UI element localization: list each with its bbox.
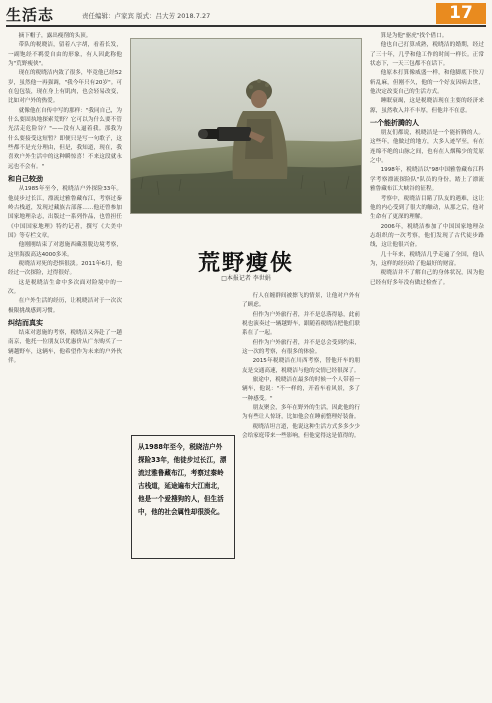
paragraph: 从1985年至今，税晓洁户外探险33年。他徒步过长江，漂流过雅鲁藏布江，考察过秦岭古栈道，发现过藏族古部落……他还曾参加国家地理杂志，出版过一系列作品，也曾担任《中国国家地理》特约记者，撰写《大美中国》等专栏文章。 <box>8 186 122 239</box>
pull-quote: 从1988年至今，税晓洁户外探险33年，他徒步过长江，漂流过雅鲁藏布江，考察过秦岭古栈道，延途遍布大江南北，他是一个爱搜狗的人，但生活中，他的社会属性却很淡化。 <box>131 435 235 559</box>
paragraph: 几十年来，税晓洁几乎走遍了全国，他认为，这样的经历给了他最好的财富。 <box>370 251 484 267</box>
paragraph: 带队的税晓洁，留着八字胡，看着长发，一副饱经不羁爱自由的形象，有人因此称他为"荒野瘦侠"。 <box>8 42 122 68</box>
paragraph: 2006年，税晓洁参加了中国国家地理杂志组织的一次考察，他们发现了古代徒步路线，这让他很兴奋。 <box>370 223 484 249</box>
paragraph: 考察中，税晓洁目睹了队友的遇难，这让他的内心受到了很大的触动，从那之后，他对生命有了更深的理解。 <box>370 195 484 221</box>
paragraph: 现在的税晓洁内敛了很多，毕竟他已经52岁，虽然他一再强调，"我今年只有20岁"。可在包包装，现在身上有肌肉，也会轻易改变，比如对户外的热爱。 <box>8 70 122 105</box>
paragraph: 2015年税晓洁在川西考察，替他开车的朋友是交通高速，税晓洁与他的交情已经很深了。 <box>242 358 360 374</box>
paragraph: 税晓洁并不了解自己的身体状况，因为他已经有好多年没有做过检查了。 <box>370 270 484 286</box>
paragraph: 算是为他"驱虎"找个借口。 <box>380 33 448 39</box>
text-column-1 <box>8 32 122 696</box>
paragraph: 1998年，税晓洁以"98中国雅鲁藏布江科学考察漂流探险队"队员的身份，踏上了漂流雅鲁藏布江大峡谷的征程。 <box>370 167 484 193</box>
text-column-3 <box>370 32 484 696</box>
paragraph: 摘下帽子，露出瘦削的头顶。 <box>18 33 92 39</box>
paragraph: 但作为户外旅行者，并不是总落得悬，此前税也演奏过一辆越野车，跟随着税晓洁把他们联系在了一起。 <box>242 311 360 337</box>
paragraph: 在户外生活的经历，让税晓洁对于一次次极限挑战感到习惯。 <box>8 298 122 314</box>
text-column-2 <box>242 292 360 696</box>
paragraph: 他刚刚结束了对恩施西藏墨脱边境考察，这里海拔高达4000多米。 <box>8 242 122 258</box>
paragraph: 税晓洁对死的恐惧很淡。2011年6月，他经过一次探险，过得很好。 <box>8 260 122 277</box>
paragraph: 就像他在自传中写的那样："我同自己，为什么要固执地探索荒野？它可以为什么要不管光活走危险谷？"——没有人逼着我。那我为什么要接受这短暂？即便只是写一句歌子，这些都不是充分理由，但是，我知道，现在，我喜欢户外生活中的这种瞬惊喜！不来这段就永远也不会有。" <box>8 107 122 170</box>
paragraph: 但作为户外旅行者，并不是总会受到约束，这一次的考察，有很多的体验。 <box>242 339 360 356</box>
editor-info: 责任编辑：卢家宾 版式：吕大芳 2018.7.27 <box>82 12 211 20</box>
subheading: 纠结而真实 <box>8 318 43 327</box>
header-divider <box>6 25 486 27</box>
paragraph: 行人在缠群间被擦飞的情景，让他对户外有了顾虑。 <box>242 293 360 309</box>
page-number-badge: 17 <box>436 3 486 24</box>
paragraph: 他原本打算像威盛一样，和他脚底下快刀斩乱麻，但刚不久，他的一个好友因病去世，他决定改变自己的生活方式。 <box>370 70 484 96</box>
section-name: 生活志 <box>6 6 55 24</box>
paragraph: 他也自己打算成熟，税晓洁的婚期，经过了三十年，几乎和他工作的时间一样长。正常状态下，一天三包都不在话下。 <box>370 42 484 68</box>
article-byline: □本报记者 李世娟 <box>221 275 271 282</box>
paragraph: 旅途中，税晓洁在最多的时候一个人带着一辆车，他说："不一样的，开着车看风景，多了一种感受。" <box>242 377 360 402</box>
subheading: 一个能折腾的人 <box>370 119 419 128</box>
article-title: 荒野瘦侠 <box>197 250 294 276</box>
photographer-in-wild-image <box>131 39 361 213</box>
paragraph: 朋友们都说，税晓洁是一个能折腾的人。这些年，他做过的地方，大多人迹罕至，有在连绵不绝的山脉之间，也有在人烟稀少的荒原之中。 <box>370 130 484 165</box>
paragraph: 税晓洁坦言道，他说这种生活方式多多少少会给家庭带来一些影响，但他觉得这是值得的。 <box>242 423 360 440</box>
article-photo <box>130 38 362 214</box>
page-header <box>0 0 492 24</box>
paragraph: 朋友聚会，多年在野外的生活，因此他的行为有些让人惊讶，比如他会在睡前整理好装备。 <box>242 405 360 421</box>
paragraph: 结束对恩施的考察，税晓洁又奔赴了一趟南京，他托一位朋友以优惠价从广东购买了一辆越野车，这辆车，他希望作为未来的户外伙伴。 <box>8 329 122 364</box>
subheading: 和自己较劲 <box>8 175 43 184</box>
paragraph: 睡眠衰竭，这是税晓洁现在主要的经济来源，虽然收入并不丰厚，但他并不在意。 <box>370 98 484 114</box>
paragraph: 这是税晓洁生命中多次面对险境中的一次。 <box>8 279 122 295</box>
